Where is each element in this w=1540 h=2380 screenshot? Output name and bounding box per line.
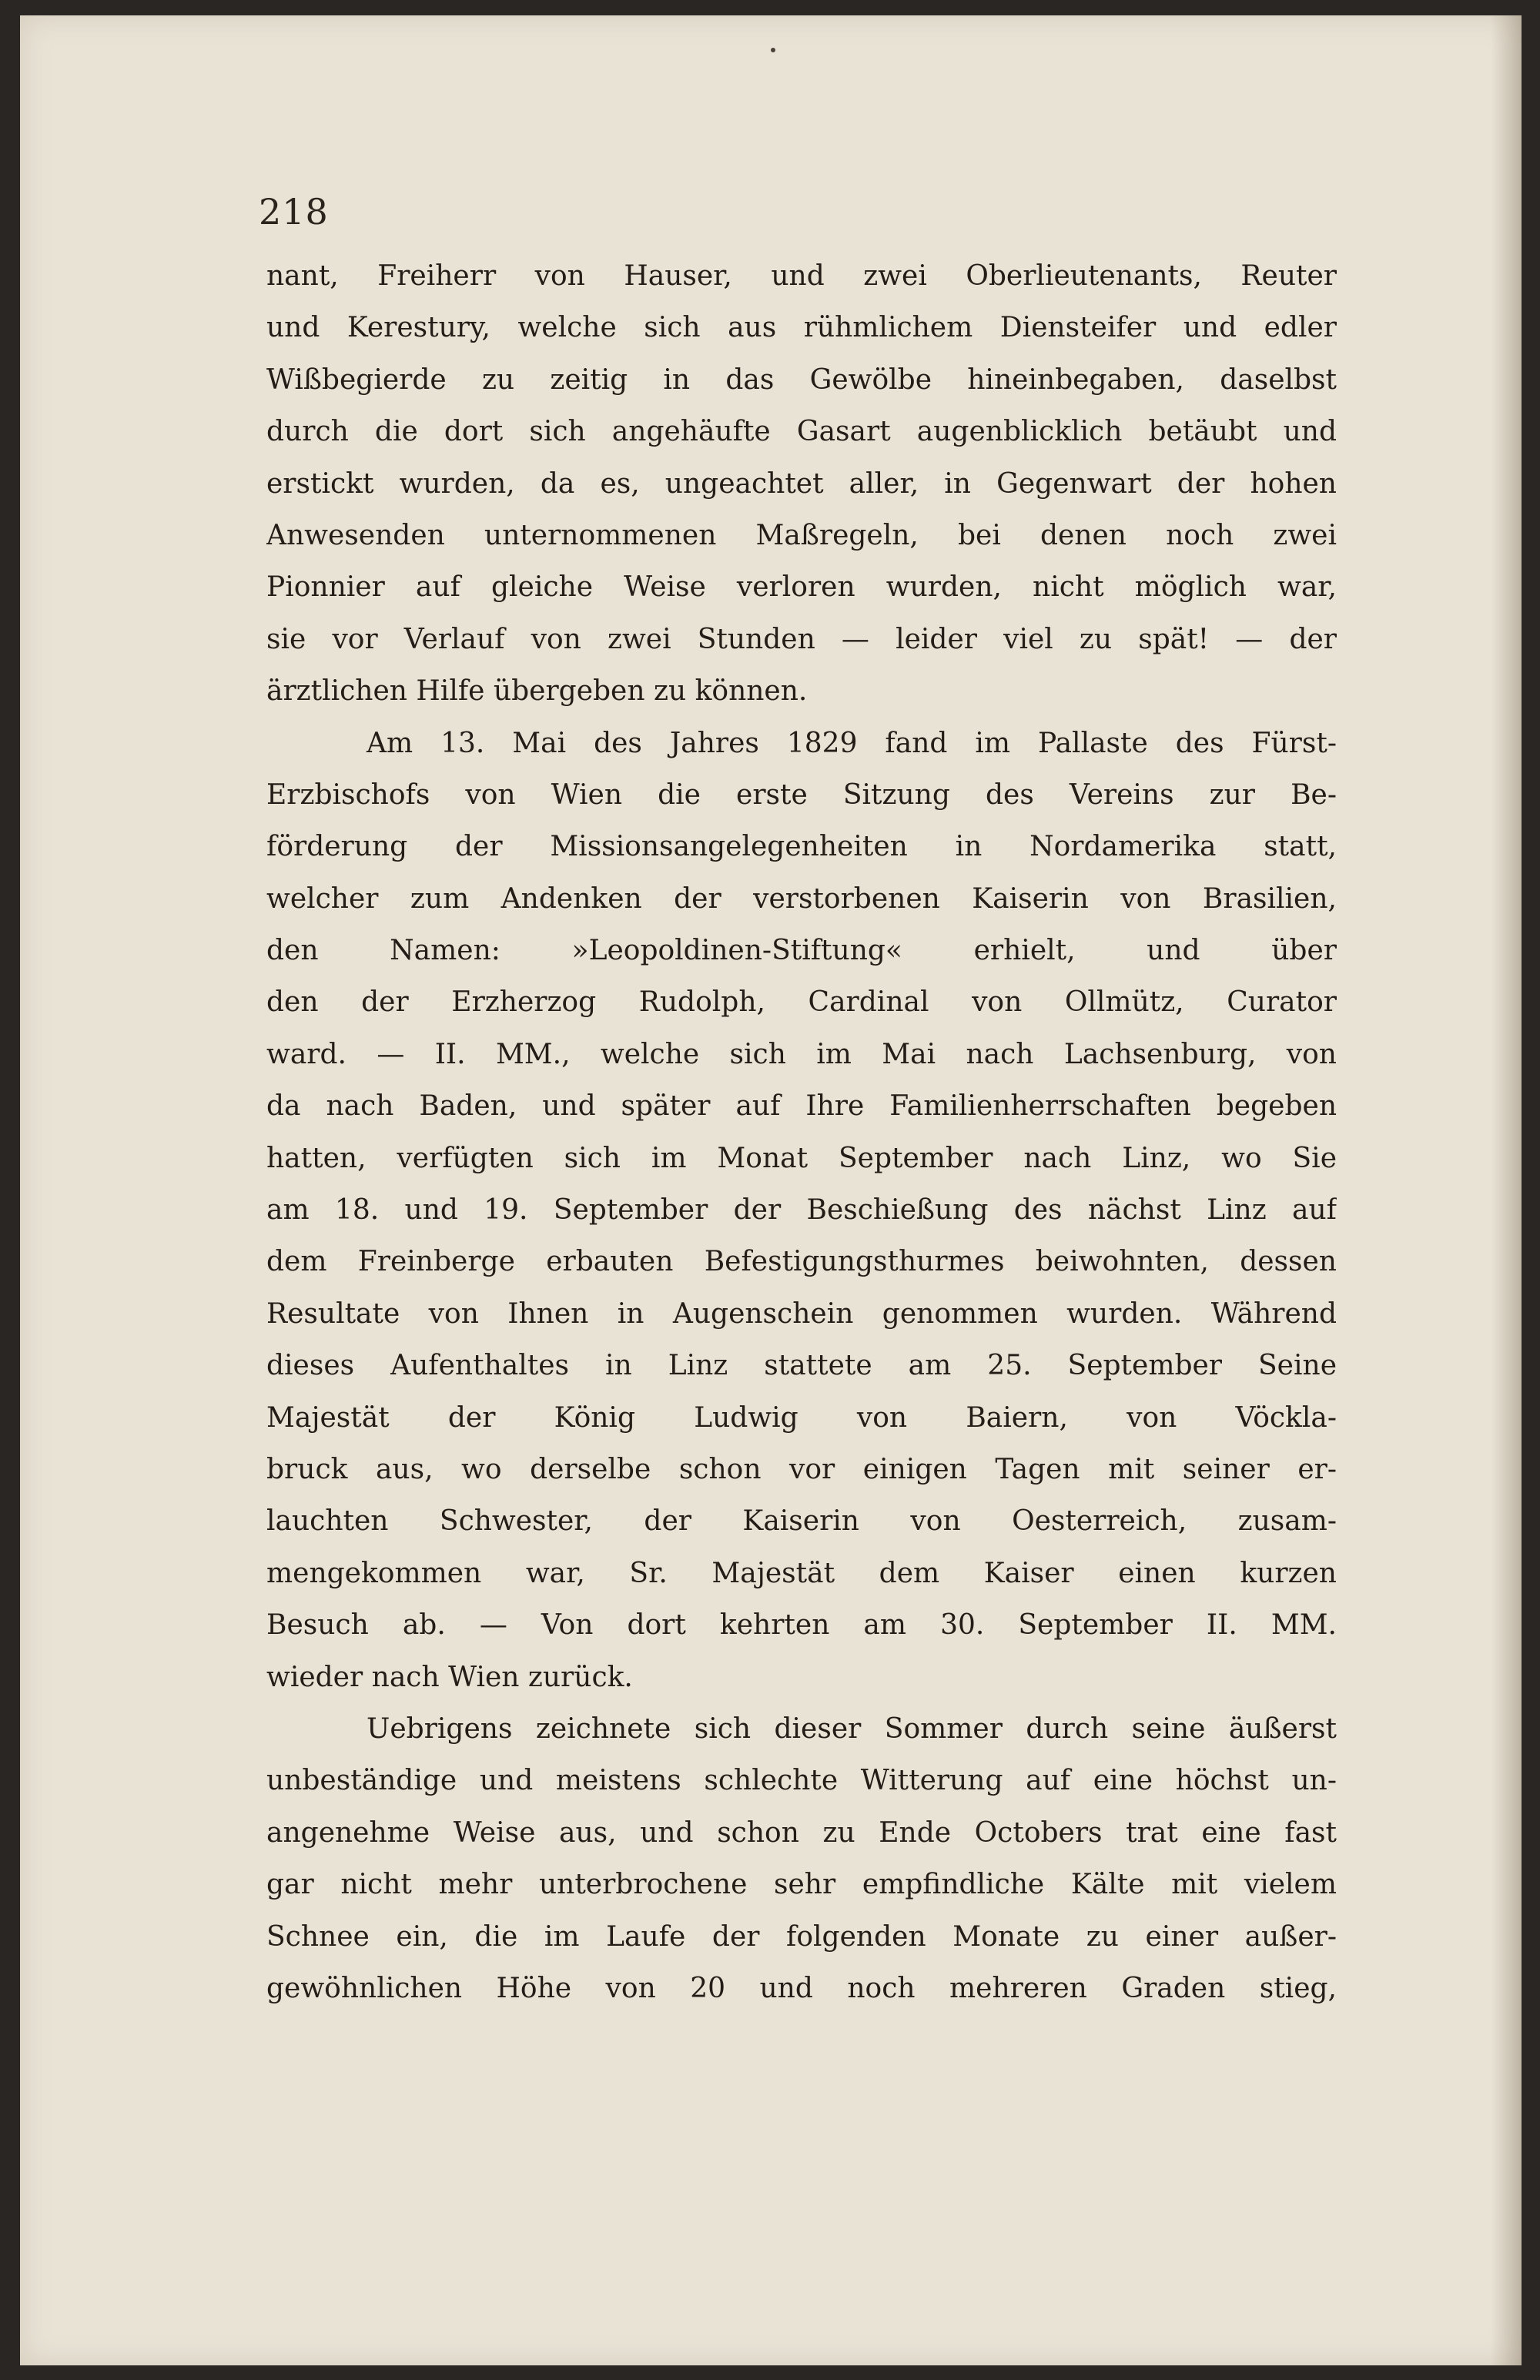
- text-line: förderung der Missionsangelegenheiten in Nordamerika statt,: [266, 831, 1337, 863]
- text-line: Schnee ein, die im Laufe der folgenden Monate zu einer außer-: [266, 1920, 1337, 1953]
- text-line: Resultate von Ihnen in Augenschein genommen wurden. Während: [266, 1297, 1337, 1330]
- text-line: ärztlichen Hilfe übergeben zu können.: [266, 675, 808, 708]
- text-line: lauchten Schwester, der Kaiserin von Oesterreich, zusam-: [266, 1505, 1337, 1538]
- text-line: da nach Baden, und später auf Ihre Familienherrschaften begeben: [266, 1090, 1337, 1123]
- text-line: durch die dort sich angehäufte Gasart augenblicklich betäubt und: [266, 416, 1337, 448]
- text-line: Uebrigens zeichnete sich dieser Sommer durch seine äußerst: [367, 1712, 1337, 1745]
- book-page: [20, 15, 1522, 2365]
- text-line: bruck aus, wo derselbe schon vor einigen Tagen mit seiner er-: [266, 1453, 1337, 1485]
- text-line: den Namen: »Leopoldinen-Stiftung« erhielt, und über: [266, 935, 1337, 967]
- body-text: [266, 250, 1337, 2014]
- text-line: Besuch ab. — Von dort kehrten am 30. September II. MM.: [266, 1609, 1337, 1642]
- text-line: Pionnier auf gleiche Weise verloren wurden, nicht möglich war,: [266, 571, 1337, 604]
- text-line: Wißbegierde zu zeitig in das Gewölbe hineinbegaben, daselbst: [266, 363, 1337, 396]
- text-line: gar nicht mehr unterbrochene sehr empfindliche Kälte mit vielem: [266, 1869, 1337, 1901]
- text-line: welcher zum Andenken der verstorbenen Kaiserin von Brasilien,: [266, 882, 1337, 915]
- text-line: unbeständige und meistens schlechte Witterung auf eine höchst un-: [266, 1765, 1337, 1797]
- text-line: am 18. und 19. September der Beschießung des nächst Linz auf: [266, 1194, 1337, 1227]
- page-number: 218: [259, 191, 329, 233]
- text-line: mengekommen war, Sr. Majestät dem Kaiser einen kurzen: [266, 1557, 1337, 1589]
- text-line: sie vor Verlauf von zwei Stunden — leider viel zu spät! — der: [266, 623, 1337, 655]
- text-line: wieder nach Wien zurück.: [266, 1661, 633, 1693]
- text-line: Majestät der König Ludwig von Baiern, von Vöckla-: [266, 1401, 1337, 1434]
- text-line: dem Freinberge erbauten Befestigungsthurmes beiwohnten, dessen: [266, 1246, 1337, 1278]
- text-line: angenehme Weise aus, und schon zu Ende Octobers trat eine fast: [266, 1816, 1337, 1849]
- text-line: Erzbischofs von Wien die erste Sitzung des Vereins zur Be-: [266, 778, 1337, 811]
- text-line: dieses Aufenthaltes in Linz stattete am 25. September Seine: [266, 1350, 1337, 1382]
- text-line: und Kerestury, welche sich aus rühmlichem Diensteifer und edler: [266, 312, 1337, 344]
- text-line: gewöhnlichen Höhe von 20 und noch mehreren Graden stieg,: [266, 1972, 1337, 2004]
- text-line: ward. — II. MM., welche sich im Mai nach Lachsenburg, von: [266, 1038, 1337, 1070]
- text-line: nant, Freiherr von Hauser, und zwei Oberlieutenants, Reuter: [266, 260, 1337, 292]
- text-line: hatten, verfügten sich im Monat September nach Linz, wo Sie: [266, 1142, 1337, 1174]
- text-line: Am 13. Mai des Jahres 1829 fand im Pallaste des Fürst-: [367, 727, 1337, 759]
- text-line: den der Erzherzog Rudolph, Cardinal von Ollmütz, Curator: [266, 986, 1337, 1019]
- text-line: erstickt wurden, da es, ungeachtet aller, in Gegenwart der hohen: [266, 467, 1337, 500]
- ink-speck: [771, 48, 775, 52]
- text-line: Anwesenden unternommenen Maßregeln, bei denen noch zwei: [266, 519, 1337, 551]
